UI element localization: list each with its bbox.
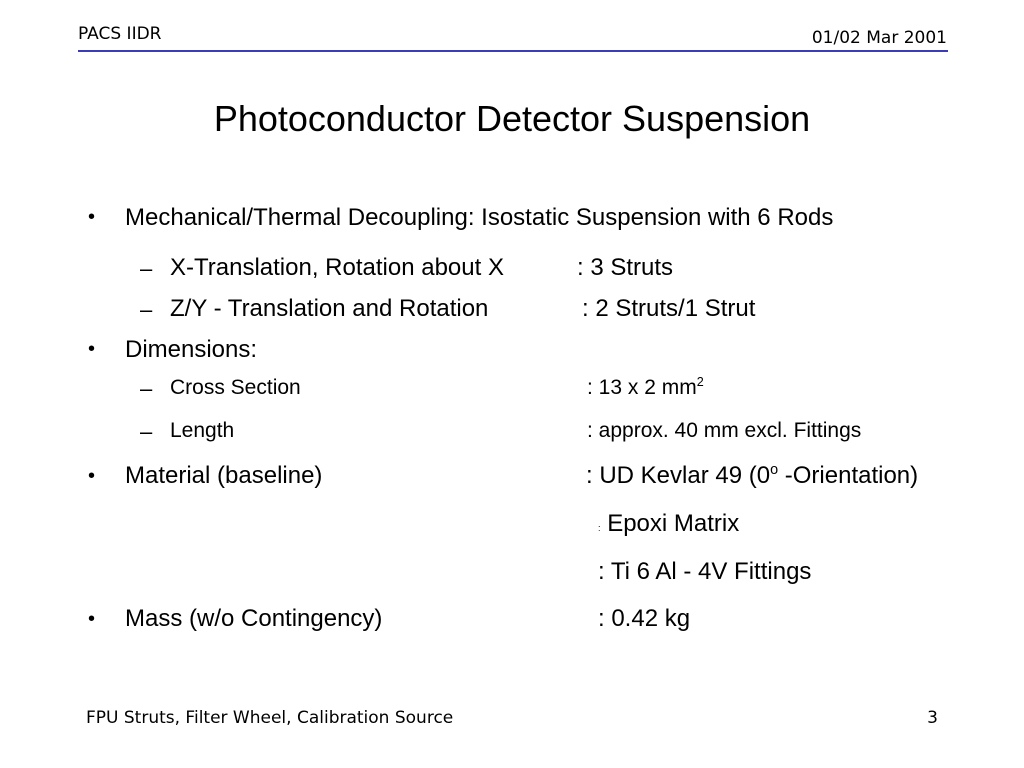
dash-icon: – bbox=[140, 419, 153, 444]
xtrans-value: : 3 Struts bbox=[577, 254, 674, 281]
cross-section-exponent: 2 bbox=[696, 375, 704, 389]
mass-value: : 0.42 kg bbox=[598, 605, 691, 632]
material-value-b: -Orientation) bbox=[778, 462, 919, 489]
page-number: 3 bbox=[927, 708, 938, 728]
material-value bbox=[586, 462, 918, 490]
header-left-label: PACS IIDR bbox=[78, 24, 162, 44]
footer-text: FPU Struts, Filter Wheel, Calibration Source bbox=[86, 708, 454, 728]
mass-label: Mass (w/o Contingency) bbox=[125, 605, 383, 632]
material-line3: : Ti 6 Al - 4V Fittings bbox=[598, 558, 812, 585]
bullet-dimensions: Dimensions: bbox=[125, 336, 258, 363]
cross-section-text: : 13 x 2 mm bbox=[587, 376, 697, 399]
tiny-colon: : bbox=[598, 523, 601, 533]
xtrans-label: X-Translation, Rotation about X bbox=[170, 254, 504, 281]
header-divider bbox=[78, 50, 948, 52]
dash-icon: – bbox=[140, 256, 153, 281]
cross-section-label: Cross Section bbox=[170, 376, 301, 399]
bullet-icon: • bbox=[88, 608, 96, 630]
material-line2-text: Epoxi Matrix bbox=[607, 510, 740, 537]
zytrans-label: Z/Y - Translation and Rotation bbox=[170, 295, 489, 322]
bullet-decoupling: Mechanical/Thermal Decoupling: Isostatic Suspension with 6 Rods bbox=[125, 204, 834, 231]
bullet-icon: • bbox=[88, 338, 96, 360]
header-date: 01/02 Mar 2001 bbox=[811, 28, 947, 48]
cross-section-value bbox=[587, 376, 704, 400]
bullet-icon: • bbox=[88, 465, 96, 487]
dash-icon: – bbox=[140, 376, 153, 401]
material-label: Material (baseline) bbox=[125, 462, 323, 489]
bullet-icon: • bbox=[88, 206, 96, 228]
length-label: Length bbox=[170, 419, 235, 442]
length-value: : approx. 40 mm excl. Fittings bbox=[587, 419, 862, 442]
material-line2 bbox=[598, 510, 739, 538]
dash-icon: – bbox=[140, 297, 153, 322]
degree-mark: o bbox=[770, 462, 779, 478]
zytrans-value: : 2 Struts/1 Strut bbox=[582, 295, 756, 322]
slide-title: Photoconductor Detector Suspension bbox=[213, 98, 811, 139]
material-value-a: : UD Kevlar 49 (0 bbox=[586, 462, 771, 489]
